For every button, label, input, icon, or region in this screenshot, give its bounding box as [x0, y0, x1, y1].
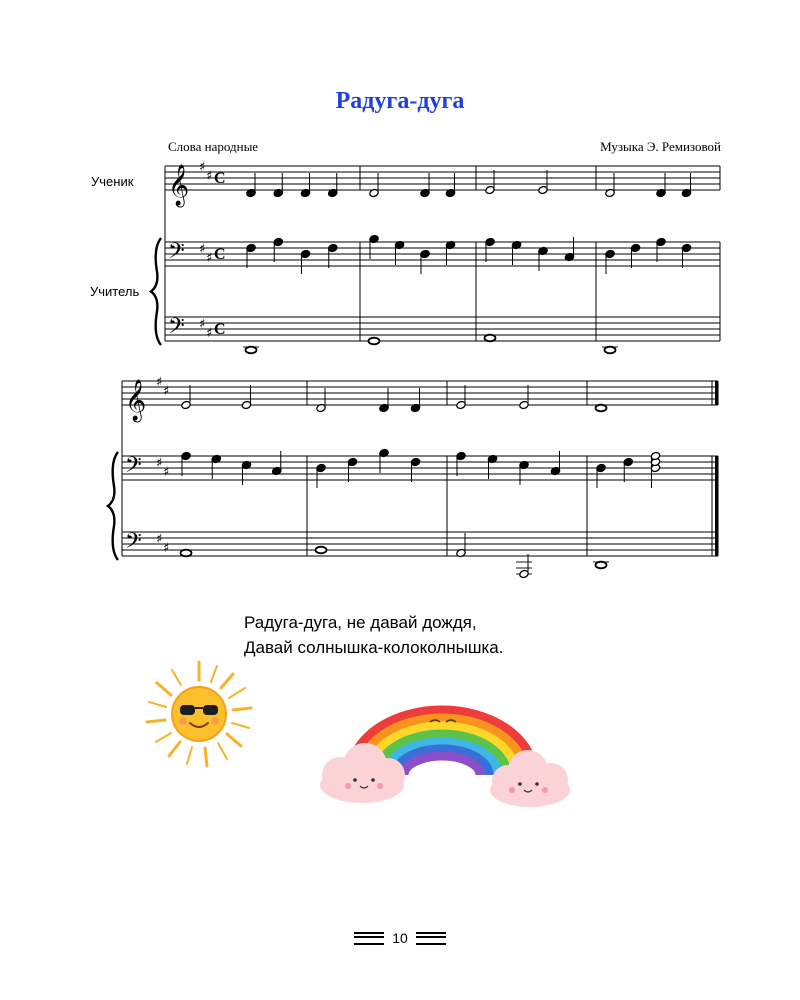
page-number-ornament-left [354, 932, 384, 945]
note [456, 533, 466, 558]
bass-clef-icon: 𝄢 [125, 453, 142, 483]
final-barline-thick [715, 381, 719, 405]
sharp-icon: ♯ [199, 242, 206, 257]
note [420, 173, 430, 198]
sharp-icon: ♯ [163, 465, 170, 480]
sunglasses-icon [180, 705, 218, 715]
cloud-left [320, 743, 405, 803]
sharp-icon: ♯ [156, 532, 163, 547]
sharp-icon: ♯ [163, 384, 170, 399]
note [656, 237, 666, 262]
final-barline-thick [715, 456, 719, 556]
note [650, 451, 660, 488]
note [487, 454, 497, 479]
note [602, 347, 618, 354]
cloud-right [490, 750, 570, 807]
page-number-text: 10 [392, 930, 408, 947]
note [550, 451, 560, 476]
note [273, 237, 283, 262]
note [456, 385, 466, 410]
note [369, 173, 379, 198]
note [243, 347, 259, 354]
sharp-icon: ♯ [156, 375, 163, 390]
note [605, 173, 615, 198]
note [316, 547, 327, 554]
note [246, 173, 256, 198]
note [605, 249, 615, 274]
note [273, 173, 283, 198]
teacher-label: Учитель [90, 284, 140, 299]
note [630, 243, 640, 268]
sharp-icon: ♯ [199, 160, 206, 175]
note [369, 234, 379, 259]
note [300, 249, 310, 274]
lyrics-line-1: Радуга-дуга, не давай дождя, [244, 613, 477, 632]
sharp-icon: ♯ [163, 541, 170, 556]
music-credit: Музыка Э. Ремизовой [600, 139, 721, 154]
bass-clef-icon: 𝄢 [168, 239, 185, 269]
note [241, 385, 251, 410]
note [369, 338, 380, 345]
note [347, 457, 357, 482]
time-signature: C [214, 246, 226, 263]
note [272, 451, 282, 476]
note [410, 388, 420, 413]
sharp-icon: ♯ [199, 317, 206, 332]
note [328, 173, 338, 198]
note [445, 240, 455, 265]
sharp-icon: ♯ [206, 326, 213, 341]
note [241, 460, 251, 485]
note [623, 457, 633, 482]
sharp-icon: ♯ [206, 169, 213, 184]
note [246, 243, 256, 268]
note [564, 237, 574, 262]
note [316, 388, 326, 413]
sun-rays [147, 662, 251, 766]
note [656, 173, 666, 198]
note [181, 385, 191, 410]
note [379, 448, 389, 473]
sharp-icon: ♯ [206, 251, 213, 266]
note [394, 240, 404, 265]
staff-student [165, 166, 720, 190]
note [596, 405, 607, 412]
note [511, 240, 521, 265]
page-number-ornament-right [416, 932, 446, 945]
note [485, 335, 496, 342]
note [456, 451, 466, 476]
bass-clef-icon: 𝄢 [168, 314, 185, 344]
note [445, 173, 455, 198]
note [410, 457, 420, 482]
staff-teacher_lower [122, 532, 718, 556]
note [316, 463, 326, 488]
note [328, 243, 338, 268]
note [516, 554, 532, 579]
note [485, 237, 495, 262]
note [593, 562, 609, 569]
note [485, 170, 495, 195]
sharp-icon: ♯ [156, 456, 163, 471]
page-number [0, 929, 800, 946]
note [300, 173, 310, 198]
note [681, 173, 691, 198]
note [420, 249, 430, 274]
note [519, 385, 529, 410]
lyrics-line-2: Давай солнышка-колоколнышка. [244, 638, 504, 657]
note [519, 460, 529, 485]
note [181, 451, 191, 476]
rainbow-illustration [350, 710, 534, 775]
note [538, 246, 548, 271]
brace [108, 452, 118, 560]
note [181, 550, 192, 557]
treble-clef-icon: 𝄞 [125, 380, 147, 421]
time-signature: C [214, 170, 226, 187]
page-title: Радуга-дуга [335, 88, 465, 114]
sun-illustration [147, 662, 251, 766]
brace [151, 238, 161, 345]
note [211, 454, 221, 479]
student-label: Ученик [91, 174, 134, 189]
note [379, 388, 389, 413]
note [681, 243, 691, 268]
time-signature: C [214, 321, 226, 338]
lyrics-credit: Слова народные [168, 139, 259, 154]
treble-clef-icon: 𝄞 [168, 165, 190, 206]
lyrics [244, 610, 503, 660]
staff-teacher_lower [165, 317, 720, 341]
note [538, 170, 548, 195]
note [596, 463, 606, 488]
bass-clef-icon: 𝄢 [125, 529, 142, 559]
